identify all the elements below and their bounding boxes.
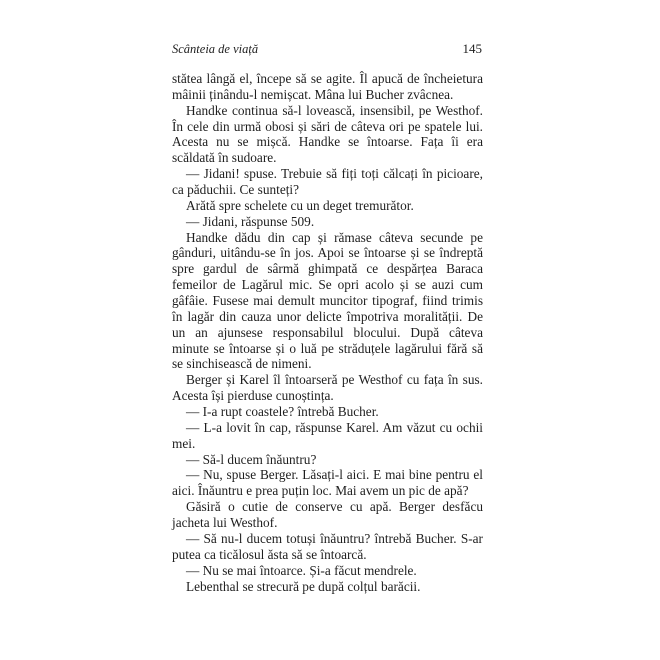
paragraph: — Să-l ducem înăuntru? bbox=[186, 451, 317, 467]
paragraph: Găsiră o cutie de conserve cu apă. Berger desfăcu jacheta lui Westhof. bbox=[172, 499, 483, 531]
paragraph: Handke continua să-l lovească, insensibil, pe Westhof. În cele din urmă obosi și sări de câteva ori pe spatele lui. Acesta nu se mișcă. Handke se întoarse. Fața îi era scăldată în sudoare. bbox=[172, 102, 483, 166]
paragraph: — Jidani, răspunse 509. bbox=[186, 213, 315, 229]
paragraph: — Jidani! spuse. Trebuie să fiți toți călcați în picioare, ca păduchii. Ce sunteți? bbox=[172, 166, 483, 198]
page-header bbox=[172, 40, 482, 58]
paragraph: — I-a rupt coastele? întrebă Bucher. bbox=[186, 404, 379, 420]
running-title: Scânteia de viață bbox=[172, 42, 259, 56]
body-text bbox=[172, 71, 483, 594]
paragraph: Berger și Karel îl întoarseră pe Westhof cu fața în sus. Acesta își pierduse cunoștința. bbox=[172, 372, 483, 404]
paragraph: stătea lângă el, începe să se agite. Îl apucă de încheietura mâinii ținându-l nemișcat. Mâna lui Bucher zvâcnea. bbox=[172, 71, 483, 102]
paragraph: — Nu, spuse Berger. Lăsați-l aici. E mai bine pentru el aici. Înăuntru e prea puțin loc. Mai avem un pic de apă? bbox=[172, 467, 483, 499]
paragraph: — Nu se mai întoarce. Și-a făcut mendrele. bbox=[186, 562, 417, 578]
paragraph: Handke dădu din cap și rămase câteva secunde pe gânduri, uitându-se în jos. Apoi se întoarse și se îndreptă spre gardul de sârmă ghimpată ce despărțea Baraca femeilor de Lagărul mic. Se opri acolo și se auzi cum gâfâie. Fusese mai demult muncitor tipograf, fiind trimis în lagăr din cauza unor delicte împotriva moralității. De un an ajunsese responsabilul blocului. După câteva minute se întoarse și o luă pe străduțele lagărului fără să se sinchisească de nimeni. bbox=[172, 229, 483, 372]
page-number: 145 bbox=[462, 41, 482, 56]
paragraph: — L-a lovit în cap, răspunse Karel. Am văzut cu ochii mei. bbox=[172, 419, 483, 451]
paragraph: Lebenthal se strecură pe după colțul barăcii. bbox=[186, 578, 421, 594]
paragraph: — Să nu-l ducem totuși înăuntru? întrebă Bucher. S-ar putea ca ticălosul ăsta să se întoarcă. bbox=[172, 530, 483, 562]
paragraph: Arătă spre schelete cu un deget tremurător. bbox=[186, 197, 414, 213]
